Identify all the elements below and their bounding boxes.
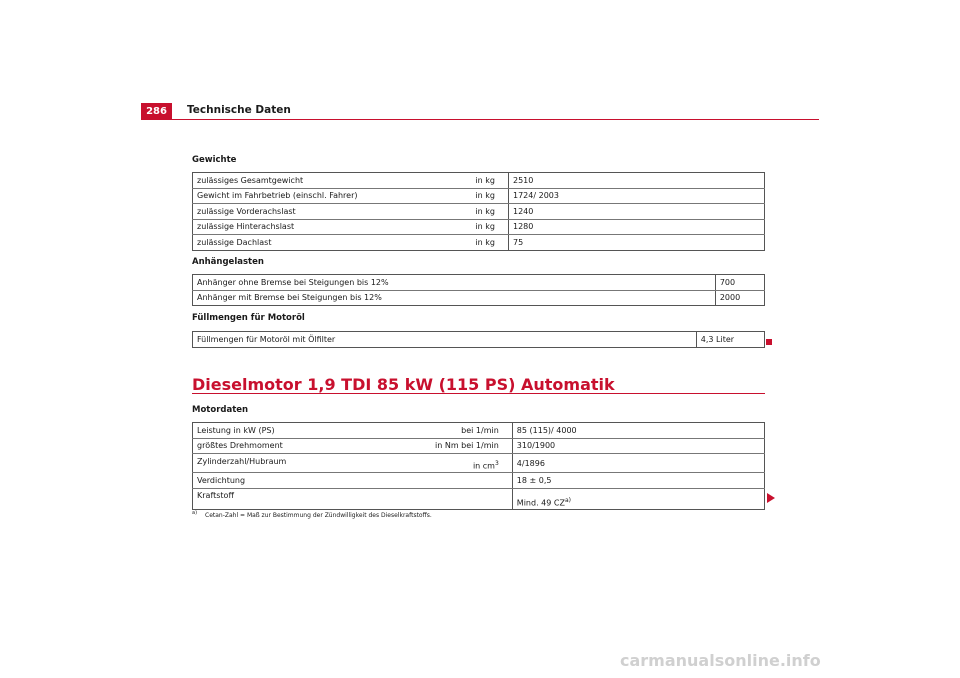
row-label: zulässige Vorderachslast xyxy=(193,204,432,220)
table-row xyxy=(193,290,765,306)
row-label: größtes Drehmoment xyxy=(193,438,432,454)
row-unit: in kg xyxy=(431,188,499,204)
row-unit xyxy=(431,454,503,473)
row-label: zulässige Dachlast xyxy=(197,237,272,247)
row-label: zulässiges Gesamtgewicht xyxy=(193,173,432,189)
section-label-weights: Gewichte xyxy=(192,155,237,165)
table-row xyxy=(193,438,765,454)
footnote-ref: a) xyxy=(564,496,571,504)
table-row xyxy=(193,332,765,348)
section-end-marker xyxy=(766,339,772,345)
table-row xyxy=(193,219,765,235)
row-unit: bei 1/min xyxy=(431,423,503,439)
footnote xyxy=(192,510,432,519)
table-row xyxy=(193,188,765,204)
row-unit: in kg xyxy=(431,173,499,189)
row-value: 2510 xyxy=(509,173,765,189)
table-row xyxy=(193,488,765,509)
page-number: 286 xyxy=(141,103,172,120)
table-row xyxy=(193,204,765,220)
watermark: carmanualsonline.info xyxy=(620,651,821,670)
row-value: 18 ± 0,5 xyxy=(512,473,764,489)
footnote-marker: a) xyxy=(192,510,198,516)
footnote-text: Cetan-Zahl = Maß zur Bestimmung der Zündwilligkeit des Dieselkraftstoffs. xyxy=(205,512,432,519)
row-value: 1724/ 2003 xyxy=(509,188,765,204)
row-label: Anhänger mit Bremse bei Steigungen bis 12% xyxy=(197,293,382,303)
oil-table xyxy=(192,331,765,348)
running-title: Technische Daten xyxy=(187,104,291,116)
row-value: 700 xyxy=(715,275,764,291)
row-label: Gewicht im Fahrbetrieb (einschl. Fahrer) xyxy=(193,188,432,204)
row-label: Verdichtung xyxy=(193,473,432,489)
row-value: 2000 xyxy=(719,293,741,303)
page-header xyxy=(141,103,819,120)
row-value: 310/1900 xyxy=(512,438,764,454)
row-value: 1280 xyxy=(509,219,765,235)
row-value: 1240 xyxy=(509,204,765,220)
value-text: Mind. 49 CZ xyxy=(516,498,565,508)
table-row xyxy=(193,235,765,251)
row-unit: in Nm bei 1/min xyxy=(431,438,503,454)
row-value: 4/1896 xyxy=(512,454,764,473)
weights-table xyxy=(192,172,765,251)
trailer-table xyxy=(192,274,765,306)
row-unit xyxy=(431,473,503,489)
table-row xyxy=(193,275,765,291)
row-label: Leistung in kW (PS) xyxy=(193,423,432,439)
row-value: 85 (115)/ 4000 xyxy=(512,423,764,439)
table-row xyxy=(193,454,765,473)
engine-table xyxy=(192,422,765,510)
row-label: Füllmengen für Motoröl mit Ölfilter xyxy=(197,334,336,344)
table-row xyxy=(193,423,765,439)
section-label-engine: Motordaten xyxy=(192,405,249,415)
unit-superscript: 3 xyxy=(494,460,499,468)
row-unit: in kg xyxy=(475,237,495,247)
section-label-oil: Füllmengen für Motoröl xyxy=(192,313,305,323)
engine-heading: Dieselmotor 1,9 TDI 85 kW (115 PS) Automatik xyxy=(192,375,615,394)
heading-rule xyxy=(192,393,765,394)
row-unit: in kg xyxy=(431,219,499,235)
row-label: Kraftstoff xyxy=(197,490,234,500)
table-row xyxy=(193,473,765,489)
section-label-trailer: Anhängelasten xyxy=(192,257,264,267)
row-label: Anhänger ohne Bremse bei Steigungen bis 12% xyxy=(193,275,706,291)
row-value: 4,3 Liter xyxy=(700,334,735,344)
row-unit: in kg xyxy=(431,204,499,220)
unit-text: in cm xyxy=(472,462,495,471)
row-label: zulässige Hinterachslast xyxy=(193,219,432,235)
row-unit xyxy=(431,488,503,509)
row-label: Zylinderzahl/Hubraum xyxy=(193,454,432,473)
row-value: 75 xyxy=(513,237,524,247)
row-value xyxy=(512,488,764,509)
table-row xyxy=(193,173,765,189)
continue-arrow-icon xyxy=(767,493,775,503)
